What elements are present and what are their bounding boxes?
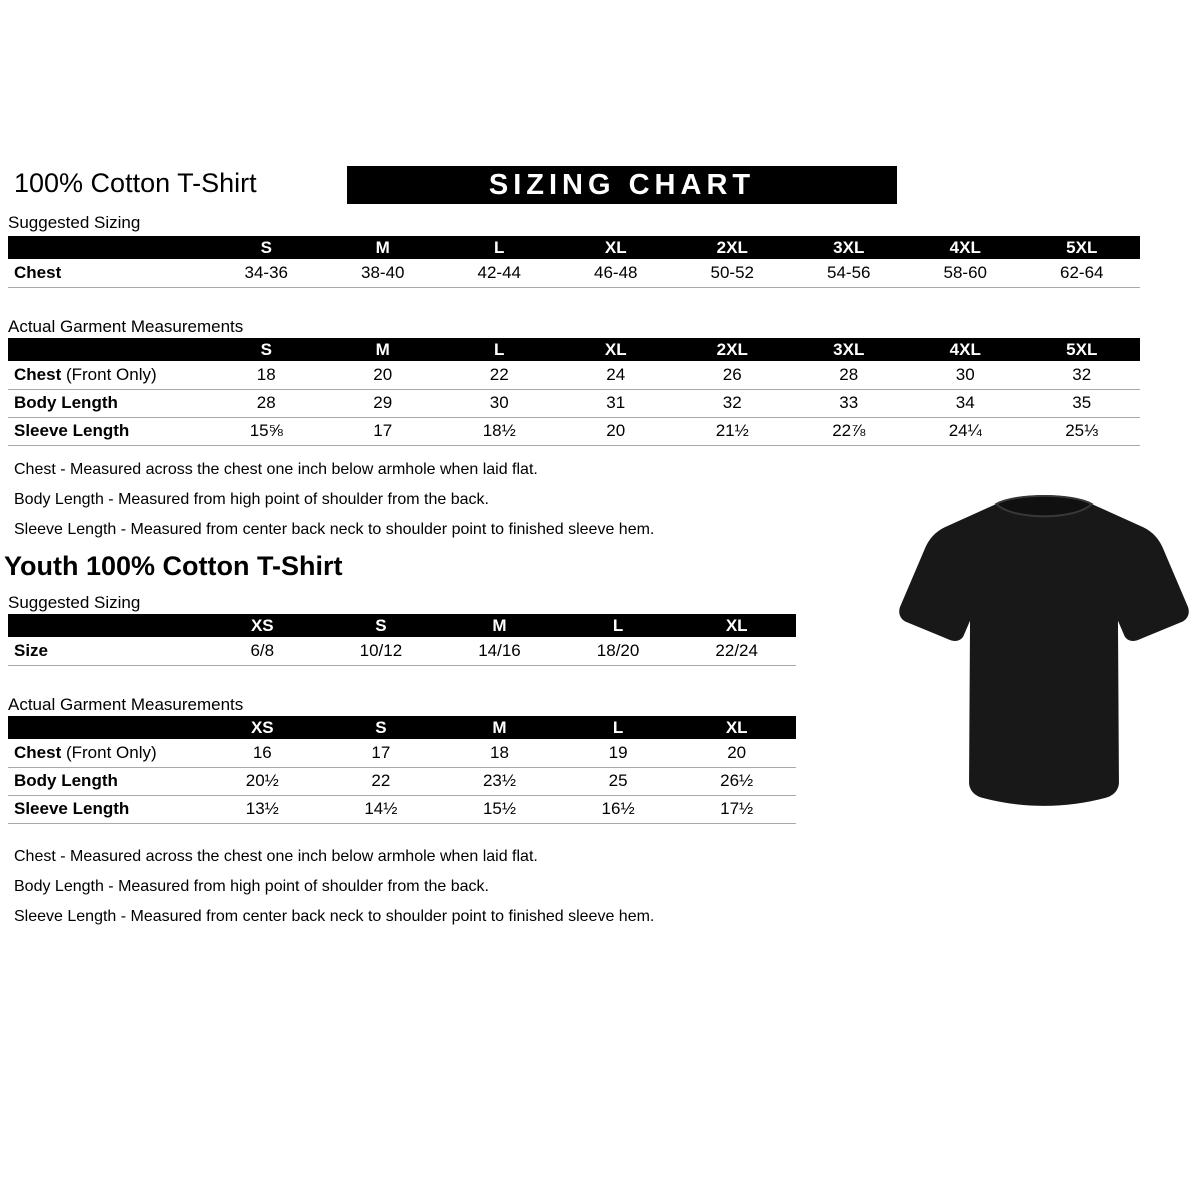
cell: 14/16: [440, 637, 559, 665]
table-row: [8, 389, 1140, 417]
youth-title: Youth 100% Cotton T-Shirt: [4, 551, 343, 581]
row-label-text: Sleeve Length: [14, 799, 130, 818]
cell: 13½: [203, 795, 322, 823]
cell: 22: [322, 767, 441, 795]
cell: 21½: [674, 417, 791, 445]
row-label-text: Body Length: [14, 771, 118, 790]
adult-garment-table: [8, 338, 1140, 446]
cell: 18/20: [559, 637, 678, 665]
adult-notes: [14, 455, 654, 545]
table-header-row: [8, 338, 1140, 361]
note-line: Body Length - Measured from high point of shoulder from the back.: [14, 878, 489, 895]
cell: 18: [208, 361, 325, 389]
cell: 15⅝: [208, 417, 325, 445]
col-header: XS: [203, 614, 322, 637]
cell: 16: [203, 739, 322, 767]
row-label: [8, 767, 203, 795]
note-line: Chest - Measured across the chest one inch below armhole when laid flat.: [14, 848, 538, 865]
row-label-text: Chest: [14, 742, 62, 762]
row-label-text: Body Length: [14, 393, 118, 412]
sizing-chart-banner: SIZING CHART: [347, 166, 897, 204]
youth-suggested-table: [8, 614, 796, 666]
cell: 23½: [440, 767, 559, 795]
youth-garment-table: [8, 716, 796, 824]
cell: 6/8: [203, 637, 322, 665]
table-header-row: [8, 614, 796, 637]
table-row: [8, 795, 796, 823]
cell: 14½: [322, 795, 441, 823]
table-row: [8, 361, 1140, 389]
col-header: M: [325, 338, 442, 361]
cell: 58-60: [907, 259, 1024, 287]
row-label: [8, 389, 208, 417]
youth-garment-measurements-label: Actual Garment Measurements: [8, 695, 244, 714]
row-label-note: (Front Only): [61, 742, 157, 762]
cell: 25: [559, 767, 678, 795]
row-label: [8, 795, 203, 823]
cell: 17: [322, 739, 441, 767]
col-header: S: [322, 614, 441, 637]
cell: 24¼: [907, 417, 1024, 445]
cell: 50-52: [674, 259, 791, 287]
col-header: S: [322, 716, 441, 739]
table-row: [8, 767, 796, 795]
col-header: 3XL: [791, 338, 908, 361]
row-label: [8, 417, 208, 445]
cell: 29: [325, 389, 442, 417]
table-row: [8, 417, 1140, 445]
row-label: [8, 259, 208, 287]
cell: 20: [677, 739, 796, 767]
cell: 22⅞: [791, 417, 908, 445]
cell: 24: [558, 361, 675, 389]
col-header: XL: [677, 614, 796, 637]
cell: 18½: [441, 417, 558, 445]
col-header: 2XL: [674, 236, 791, 259]
col-header: L: [441, 236, 558, 259]
col-header: S: [208, 236, 325, 259]
adult-suggested-table: [8, 236, 1140, 288]
col-header: L: [559, 614, 678, 637]
black-tshirt-graphic: [898, 478, 1190, 818]
cell: 32: [1024, 361, 1141, 389]
row-label: [8, 361, 208, 389]
cell: 42-44: [441, 259, 558, 287]
cell: 30: [441, 389, 558, 417]
note-line: Chest - Measured across the chest one inch below armhole when laid flat.: [14, 461, 538, 478]
corner-cell: [8, 236, 208, 259]
cell: 32: [674, 389, 791, 417]
row-label-text: Chest: [14, 364, 62, 384]
adult-title: 100% Cotton T-Shirt: [14, 168, 257, 198]
corner-cell: [8, 716, 203, 739]
col-header: L: [441, 338, 558, 361]
cell: 25⅓: [1024, 417, 1141, 445]
cell: 20: [325, 361, 442, 389]
cell: 17: [325, 417, 442, 445]
cell: 31: [558, 389, 675, 417]
col-header: L: [559, 716, 678, 739]
col-header: 5XL: [1024, 236, 1141, 259]
cell: 62-64: [1024, 259, 1141, 287]
col-header: 4XL: [907, 338, 1024, 361]
cell: 54-56: [791, 259, 908, 287]
col-header: S: [208, 338, 325, 361]
note-line: Sleeve Length - Measured from center back neck to shoulder point to finished sleeve hem.: [14, 908, 655, 925]
cell: 18: [440, 739, 559, 767]
cell: 38-40: [325, 259, 442, 287]
table-header-row: [8, 236, 1140, 259]
col-header: XL: [558, 338, 675, 361]
col-header: 4XL: [907, 236, 1024, 259]
note-line: Body Length - Measured from high point of shoulder from the back.: [14, 491, 489, 508]
table-row: [8, 739, 796, 767]
col-header: M: [440, 614, 559, 637]
cell: 22/24: [677, 637, 796, 665]
col-header: 2XL: [674, 338, 791, 361]
note-line: Sleeve Length - Measured from center back neck to shoulder point to finished sleeve hem.: [14, 521, 655, 538]
col-header: XL: [558, 236, 675, 259]
col-header: M: [325, 236, 442, 259]
cell: 17½: [677, 795, 796, 823]
table-row: [8, 259, 1140, 287]
cell: 28: [208, 389, 325, 417]
table-row: [8, 637, 796, 665]
cell: 30: [907, 361, 1024, 389]
youth-suggested-sizing-label: Suggested Sizing: [8, 593, 141, 612]
cell: 33: [791, 389, 908, 417]
col-header: XL: [677, 716, 796, 739]
youth-notes: [14, 842, 654, 932]
cell: 16½: [559, 795, 678, 823]
row-label: [8, 739, 203, 767]
adult-suggested-sizing-label: Suggested Sizing: [8, 213, 141, 232]
cell: 26: [674, 361, 791, 389]
table-header-row: [8, 716, 796, 739]
cell: 15½: [440, 795, 559, 823]
row-label-text: Size: [14, 640, 49, 660]
row-label-text: Chest: [14, 262, 62, 282]
cell: 46-48: [558, 259, 675, 287]
cell: 35: [1024, 389, 1141, 417]
col-header: XS: [203, 716, 322, 739]
adult-garment-measurements-label: Actual Garment Measurements: [8, 317, 244, 336]
row-label-note: (Front Only): [61, 364, 157, 384]
cell: 34: [907, 389, 1024, 417]
cell: 20½: [203, 767, 322, 795]
cell: 10/12: [322, 637, 441, 665]
corner-cell: [8, 338, 208, 361]
cell: 19: [559, 739, 678, 767]
col-header: 5XL: [1024, 338, 1141, 361]
row-label-text: Sleeve Length: [14, 421, 130, 440]
row-label: [8, 637, 203, 665]
col-header: M: [440, 716, 559, 739]
tshirt-image: [898, 478, 1190, 818]
cell: 28: [791, 361, 908, 389]
cell: 20: [558, 417, 675, 445]
cell: 34-36: [208, 259, 325, 287]
cell: 22: [441, 361, 558, 389]
cell: 26½: [677, 767, 796, 795]
col-header: 3XL: [791, 236, 908, 259]
corner-cell: [8, 614, 203, 637]
